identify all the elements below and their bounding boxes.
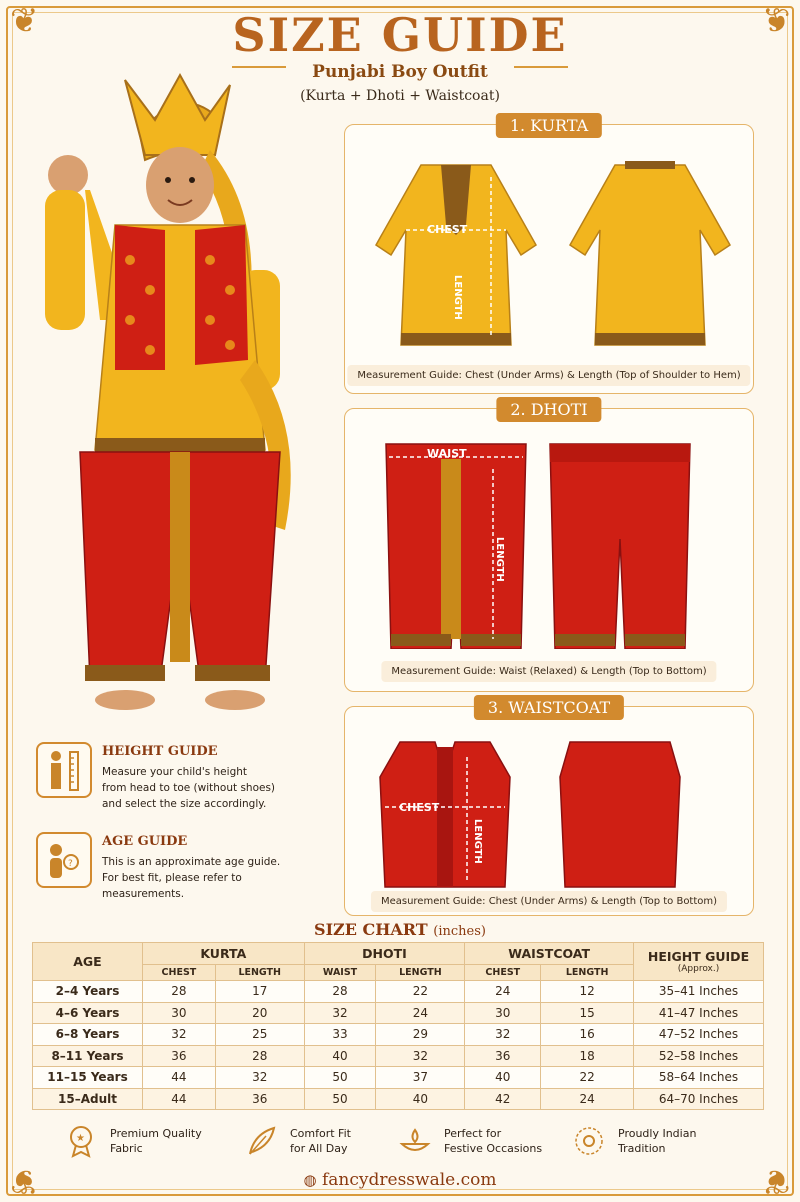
corner-ornament-bl: ❦ bbox=[10, 1161, 39, 1201]
col-waistcoat: WAISTCOAT bbox=[465, 943, 634, 965]
table-cell: 58–64 Inches bbox=[634, 1067, 764, 1089]
table-cell: 28 bbox=[304, 981, 376, 1003]
table-cell: 25 bbox=[215, 1024, 304, 1046]
age-guide-line: For best fit, please refer to bbox=[102, 872, 242, 884]
col-kurta-chest: CHEST bbox=[143, 965, 216, 981]
waistcoat-panel bbox=[344, 698, 754, 916]
dhoti-waist-label: WAIST bbox=[427, 447, 467, 460]
height-guide-line: and select the size accordingly. bbox=[102, 798, 267, 810]
waistcoat-measurement-note: Measurement Guide: Chest (Under Arms) & Length (Top to Bottom) bbox=[371, 891, 727, 912]
table-cell: 50 bbox=[304, 1067, 376, 1089]
col-height-guide bbox=[634, 943, 764, 981]
feature-line: Fabric bbox=[110, 1142, 143, 1155]
size-chart-unit: (inches) bbox=[433, 924, 486, 939]
height-guide-text bbox=[102, 764, 292, 812]
table-cell: 2–4 Years bbox=[33, 981, 143, 1003]
table-cell: 40 bbox=[465, 1067, 541, 1089]
col-dhoti-waist: WAIST bbox=[304, 965, 376, 981]
table-cell: 44 bbox=[143, 1088, 216, 1110]
waistcoat-chest-label: CHEST bbox=[399, 801, 440, 814]
feature-festive bbox=[398, 1124, 542, 1158]
dhoti-back-illustration bbox=[545, 439, 695, 649]
feature-line: Tradition bbox=[618, 1142, 666, 1155]
table-cell: 47–52 Inches bbox=[634, 1024, 764, 1046]
table-row bbox=[33, 1088, 764, 1110]
table-cell: 11–15 Years bbox=[33, 1067, 143, 1089]
col-kurta-length: LENGTH bbox=[215, 965, 304, 981]
feature-line: Comfort Fit bbox=[290, 1127, 351, 1140]
kurta-measurement-note: Measurement Guide: Chest (Under Arms) & Length (Top of Shoulder to Hem) bbox=[347, 365, 750, 386]
table-row bbox=[33, 1002, 764, 1024]
table-row bbox=[33, 1045, 764, 1067]
feature-line: Festive Occasions bbox=[444, 1142, 543, 1155]
age-guide-line: measurements. bbox=[102, 888, 185, 900]
height-guide-line: Measure your child's height bbox=[102, 766, 248, 778]
corner-ornament-tr: ❦ bbox=[761, 1, 790, 41]
table-cell: 24 bbox=[465, 981, 541, 1003]
kurta-panel-title: 1. KURTA bbox=[496, 113, 602, 138]
table-cell: 36 bbox=[215, 1088, 304, 1110]
table-cell: 18 bbox=[541, 1045, 634, 1067]
col-height-guide-label: HEIGHT GUIDE bbox=[647, 949, 750, 964]
table-cell: 15 bbox=[541, 1002, 634, 1024]
table-cell: 20 bbox=[215, 1002, 304, 1024]
table-cell: 16 bbox=[541, 1024, 634, 1046]
feature-line: for All Day bbox=[290, 1142, 348, 1155]
table-cell: 64–70 Inches bbox=[634, 1088, 764, 1110]
table-cell: 32 bbox=[143, 1024, 216, 1046]
table-cell: 41–47 Inches bbox=[634, 1002, 764, 1024]
table-row bbox=[33, 981, 764, 1003]
table-cell: 29 bbox=[376, 1024, 465, 1046]
feature-premium-quality bbox=[64, 1124, 202, 1158]
col-kurta: KURTA bbox=[143, 943, 305, 965]
size-chart-title bbox=[0, 920, 800, 939]
globe-icon: ◍ bbox=[303, 1171, 317, 1189]
page-title: SIZE GUIDE bbox=[232, 8, 568, 62]
feature-comfort-fit bbox=[244, 1124, 351, 1158]
svg-text:?: ? bbox=[68, 859, 73, 869]
col-waistcoat-length: LENGTH bbox=[541, 965, 634, 981]
kurta-front-illustration bbox=[361, 155, 551, 355]
table-cell: 28 bbox=[143, 981, 216, 1003]
size-chart-table bbox=[32, 942, 764, 1110]
table-cell: 42 bbox=[465, 1088, 541, 1110]
table-cell: 8–11 Years bbox=[33, 1045, 143, 1067]
age-person-icon bbox=[36, 832, 92, 888]
table-cell: 24 bbox=[541, 1088, 634, 1110]
feature-line: Perfect for bbox=[444, 1127, 502, 1140]
col-dhoti-length: LENGTH bbox=[376, 965, 465, 981]
page-subtitle-components: (Kurta + Dhoti + Waistcoat) bbox=[300, 88, 500, 104]
website-link[interactable] bbox=[0, 1170, 800, 1190]
boy-outfit-illustration bbox=[30, 60, 330, 730]
dhoti-front-illustration bbox=[381, 439, 531, 649]
corner-ornament-br: ❦ bbox=[761, 1161, 790, 1201]
age-guide-title: AGE GUIDE bbox=[102, 834, 188, 849]
corner-ornament-tl: ❦ bbox=[10, 1, 39, 41]
table-cell: 50 bbox=[304, 1088, 376, 1110]
dhoti-panel-title: 2. DHOTI bbox=[496, 397, 601, 422]
table-cell: 44 bbox=[143, 1067, 216, 1089]
waistcoat-front-illustration bbox=[375, 737, 515, 891]
mandala-icon bbox=[572, 1124, 606, 1158]
table-cell: 15–Adult bbox=[33, 1088, 143, 1110]
kurta-panel bbox=[344, 116, 754, 394]
table-cell: 30 bbox=[143, 1002, 216, 1024]
table-cell: 22 bbox=[376, 981, 465, 1003]
age-guide-text bbox=[102, 854, 292, 902]
website-text: fancydresswale.com bbox=[322, 1170, 497, 1190]
kurta-chest-label: CHEST bbox=[427, 223, 468, 236]
table-cell: 40 bbox=[304, 1045, 376, 1067]
dhoti-length-label: LENGTH bbox=[494, 537, 505, 582]
col-height-guide-sub: (Approx.) bbox=[677, 964, 720, 974]
table-cell: 4–6 Years bbox=[33, 1002, 143, 1024]
table-cell: 22 bbox=[541, 1067, 634, 1089]
feature-indian-tradition bbox=[572, 1124, 696, 1158]
table-cell: 30 bbox=[465, 1002, 541, 1024]
waistcoat-back-illustration bbox=[555, 737, 685, 891]
table-cell: 17 bbox=[215, 981, 304, 1003]
waistcoat-length-label: LENGTH bbox=[472, 819, 483, 864]
feature-line: Proudly Indian bbox=[618, 1127, 697, 1140]
table-cell: 32 bbox=[465, 1024, 541, 1046]
col-age: AGE bbox=[33, 943, 143, 981]
table-row bbox=[33, 1024, 764, 1046]
table-cell: 28 bbox=[215, 1045, 304, 1067]
table-cell: 52–58 Inches bbox=[634, 1045, 764, 1067]
dhoti-measurement-note: Measurement Guide: Waist (Relaxed) & Length (Top to Bottom) bbox=[381, 661, 716, 682]
table-cell: 6–8 Years bbox=[33, 1024, 143, 1046]
table-cell: 35–41 Inches bbox=[634, 981, 764, 1003]
feather-icon bbox=[244, 1124, 278, 1158]
height-ruler-icon bbox=[36, 742, 92, 798]
height-guide-title: HEIGHT GUIDE bbox=[102, 744, 218, 759]
table-cell: 32 bbox=[215, 1067, 304, 1089]
size-chart-title-text: SIZE CHART bbox=[314, 920, 428, 939]
kurta-length-label: LENGTH bbox=[452, 275, 463, 320]
table-cell: 37 bbox=[376, 1067, 465, 1089]
col-waistcoat-chest: CHEST bbox=[465, 965, 541, 981]
page-subtitle: Punjabi Boy Outfit bbox=[312, 62, 488, 82]
svg-text:★: ★ bbox=[76, 1133, 85, 1144]
table-cell: 32 bbox=[304, 1002, 376, 1024]
lamp-icon bbox=[398, 1124, 432, 1158]
dhoti-panel bbox=[344, 400, 754, 692]
age-guide-line: This is an approximate age guide. bbox=[102, 856, 281, 868]
medal-icon bbox=[64, 1124, 98, 1158]
table-cell: 33 bbox=[304, 1024, 376, 1046]
waistcoat-panel-title: 3. WAISTCOAT bbox=[474, 695, 624, 720]
height-guide-line: from head to toe (without shoes) bbox=[102, 782, 276, 794]
table-cell: 32 bbox=[376, 1045, 465, 1067]
table-cell: 36 bbox=[465, 1045, 541, 1067]
table-cell: 40 bbox=[376, 1088, 465, 1110]
feature-line: Premium Quality bbox=[110, 1127, 202, 1140]
kurta-back-illustration bbox=[555, 155, 745, 355]
table-cell: 24 bbox=[376, 1002, 465, 1024]
table-cell: 12 bbox=[541, 981, 634, 1003]
col-dhoti: DHOTI bbox=[304, 943, 465, 965]
table-cell: 36 bbox=[143, 1045, 216, 1067]
table-row bbox=[33, 1067, 764, 1089]
